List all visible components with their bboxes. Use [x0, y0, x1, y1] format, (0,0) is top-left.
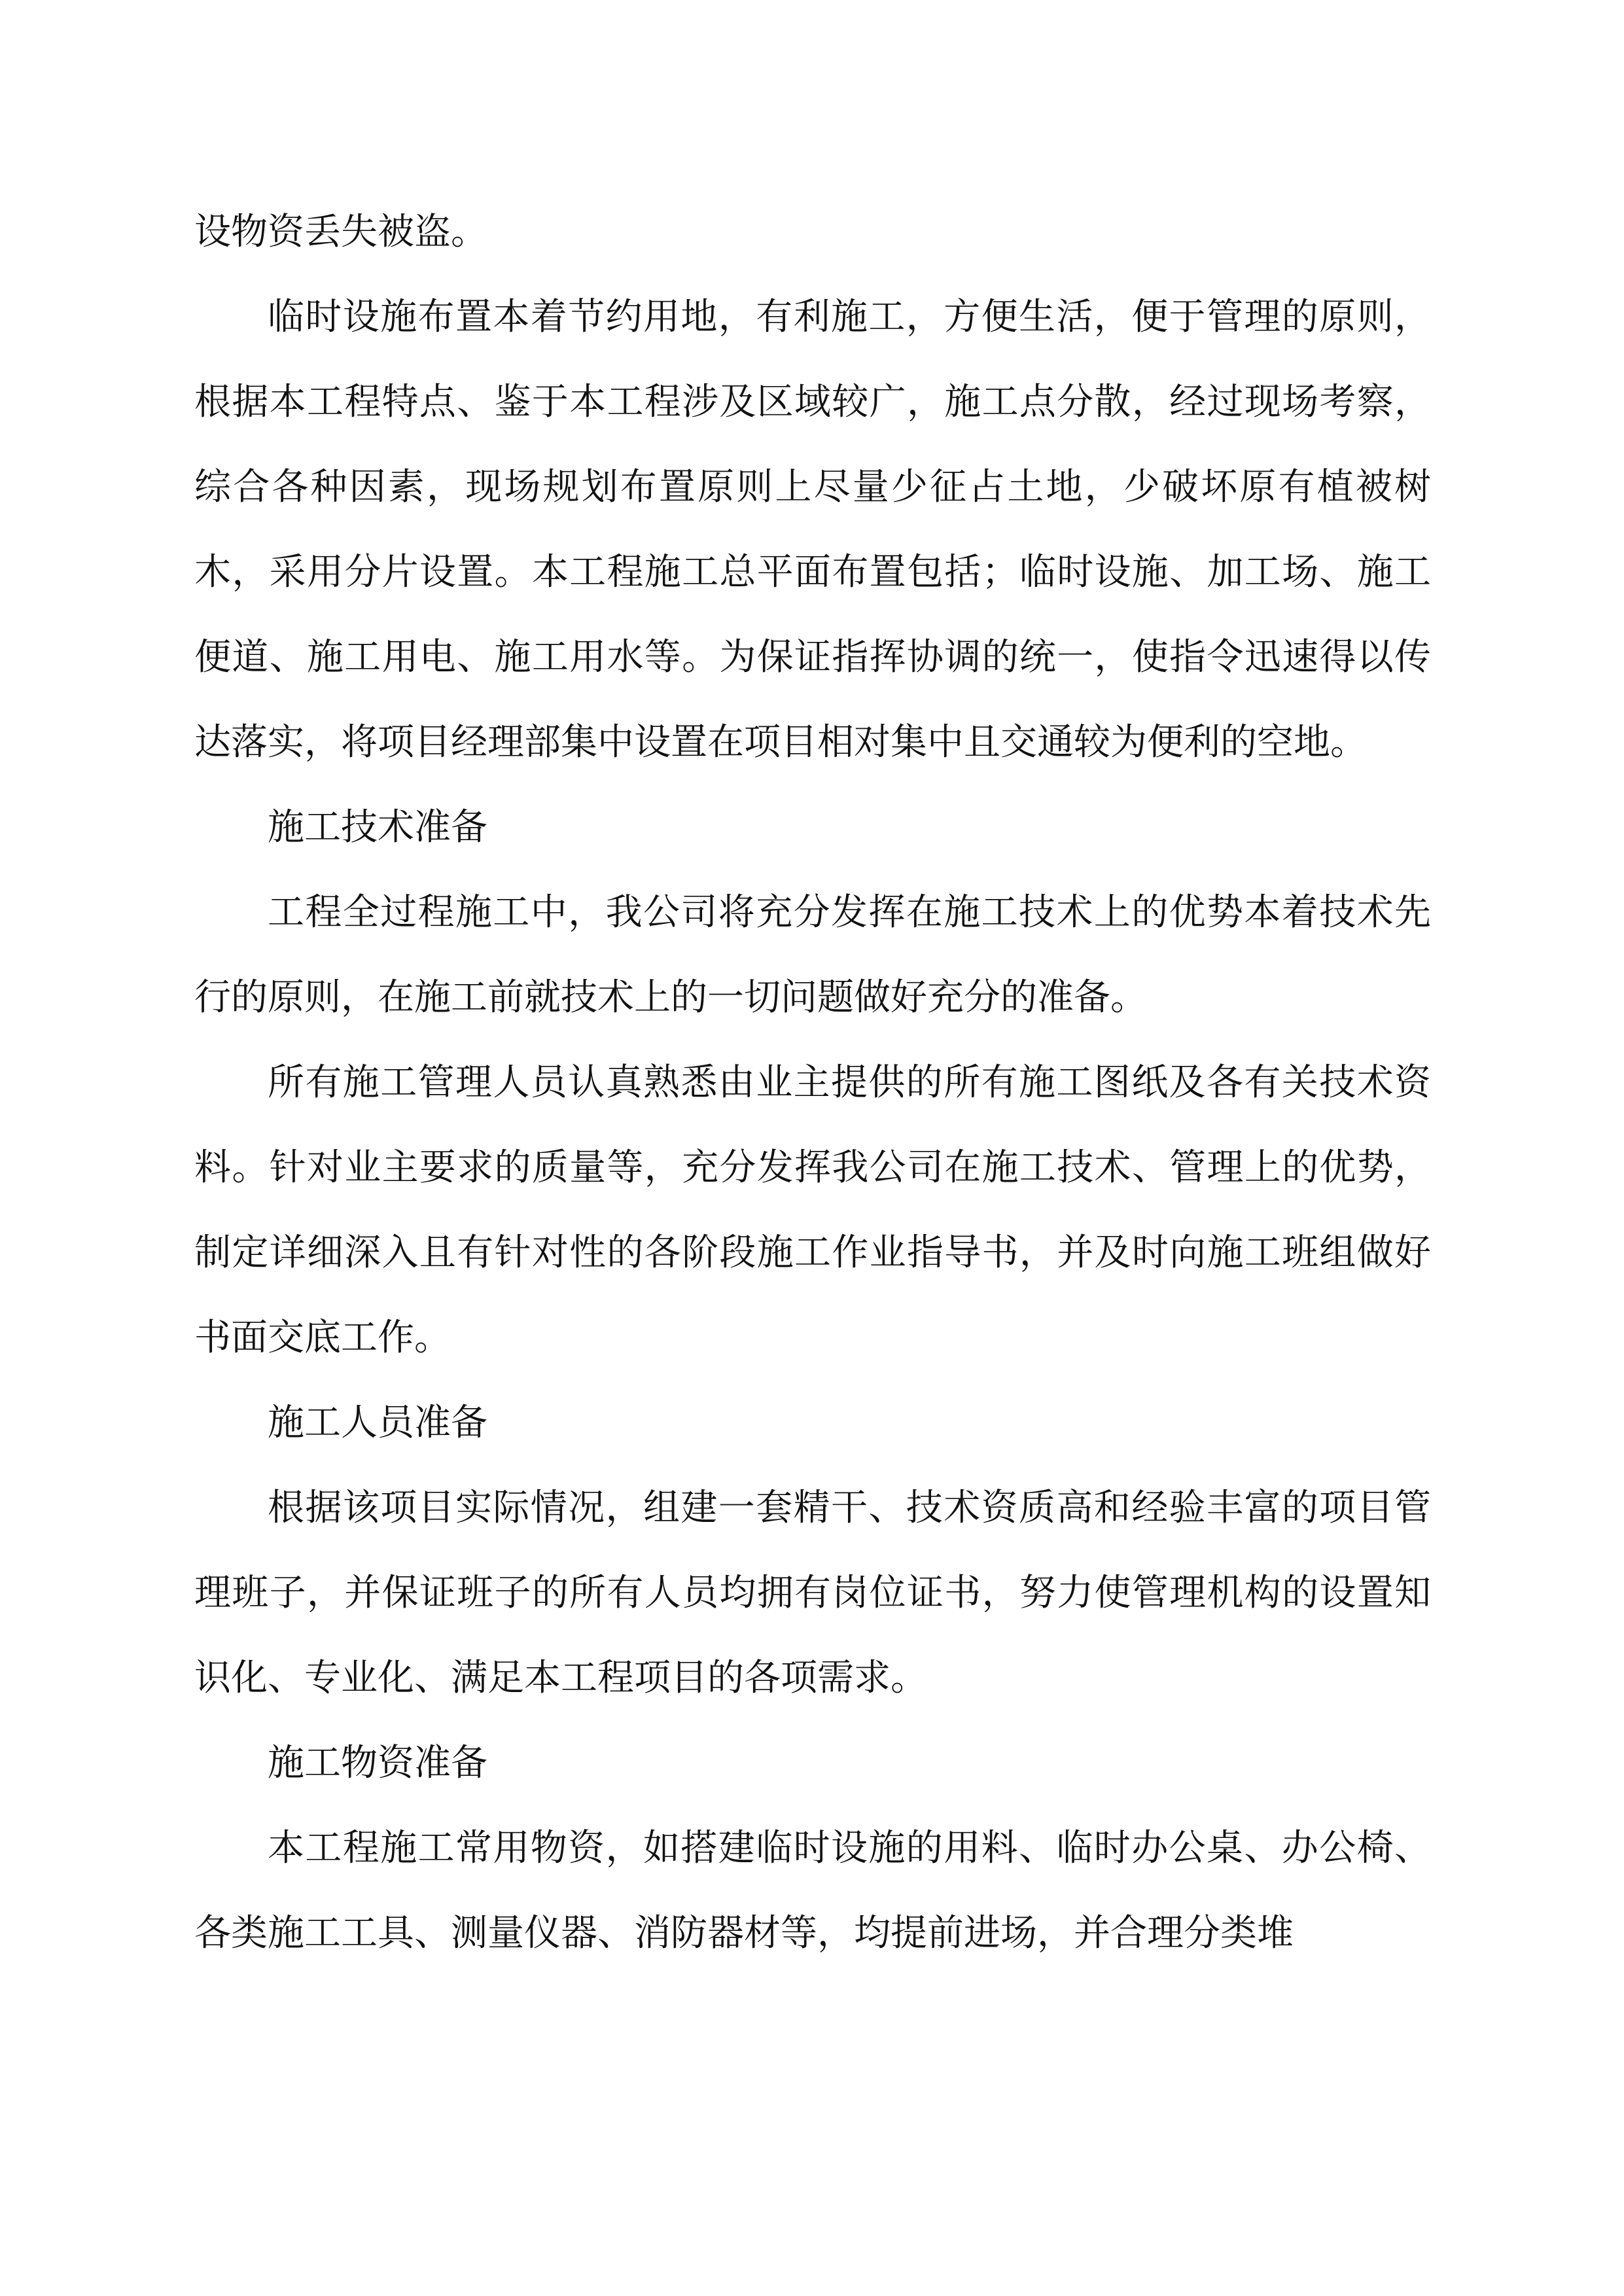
paragraph-materials: 本工程施工常用物资，如搭建临时设施的用料、临时办公桌、办公椅、各类施工工具、测量仪器、消防器材等，均提前进场，并合理分类堆	[194, 1827, 1431, 1954]
section-heading-personnel-preparation: 施工人员准备	[268, 1402, 487, 1444]
paragraph-temporary-facilities: 临时设施布置本着节约用地，有利施工，方便生活，便于管理的原则，根据本工程特点、鉴于本工程涉及区域较广，施工点分散，经过现场考察，综合各种因素，现场规划布置原则上尽量少征占土地，少破坏原有植被树木，采用分片设置。本工程施工总平面布置包括；临时设施、加工场、施工便道、施工用电、施工用水等。为保证指挥协调的统一，使指令迅速得以传达落实，将项目经理部集中设置在项目相对集中且交通较为便利的空地。	[194, 296, 1431, 764]
paragraph-continuation: 设物资丢失被盗。	[194, 211, 487, 253]
section-heading-materials-preparation: 施工物资准备	[268, 1742, 487, 1784]
paragraph-technical-advantage: 工程全过程施工中，我公司将充分发挥在施工技术上的优势本着技术先行的原则，在施工前就技术上的一切问题做好充分的准备。	[194, 891, 1431, 1019]
section-heading-technical-preparation: 施工技术准备	[268, 806, 487, 849]
paragraph-management-team: 根据该项目实际情况，组建一套精干、技术资质高和经验丰富的项目管理班子，并保证班子的所有人员均拥有岗位证书，努力使管理机构的设置知识化、专业化、满足本工程项目的各项需求。	[194, 1487, 1431, 1699]
paragraph-drawings-review: 所有施工管理人员认真熟悉由业主提供的所有施工图纸及各有关技术资料。针对业主要求的质量等，充分发挥我公司在施工技术、管理上的优势，制定详细深入且有针对性的各阶段施工作业指导书，并及时向施工班组做好书面交底工作。	[194, 1061, 1431, 1359]
document-body	[194, 190, 1431, 1976]
